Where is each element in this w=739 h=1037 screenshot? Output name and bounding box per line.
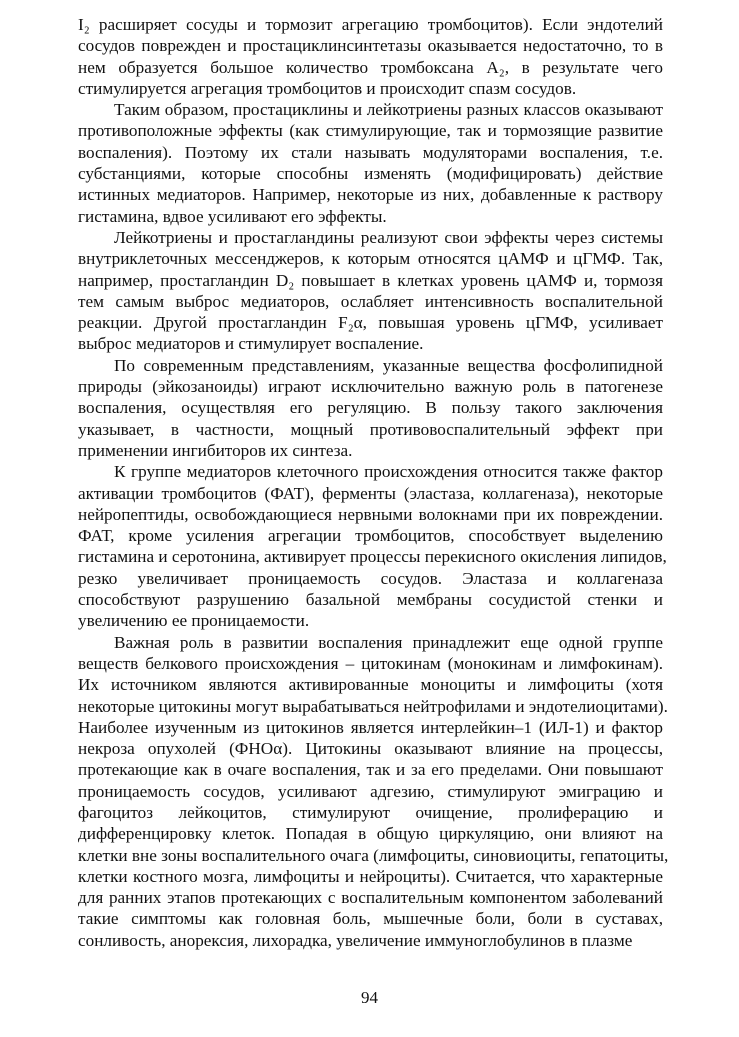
text-line: Их источником являются активированные моноциты и лимфоциты (хотя xyxy=(78,675,663,695)
text-line: противоположные эффекты (как стимулирующие, так и тормозящие развитие xyxy=(78,121,663,141)
text-line: некоторые цитокины могут вырабатываться нейтрофилами и эндотелиоцитами). xyxy=(78,696,668,716)
text-line: нейропептиды, освобождающиеся нервными волокнами при их повреждении. xyxy=(78,504,663,524)
text-line: субстанциями, которые способны изменять (модифицировать) действие xyxy=(78,164,663,184)
text-line: нем образуется большое количество тромбоксана A₂, в результате чего xyxy=(78,57,663,77)
text-line: клетки вне зоны воспалительного очага (лимфоциты, синовиоциты, гепатоциты, xyxy=(78,845,669,865)
paragraph xyxy=(78,227,663,355)
text-line: способствуют разрушению базальной мембраны сосудистой стенки и xyxy=(78,590,663,610)
text-line: гистамина, вдвое усиливают его эффекты. xyxy=(78,206,387,226)
text-line: Важная роль в развитии воспаления принадлежит еще одной группе xyxy=(114,632,663,652)
text-line: воспаления). Поэтому их стали называть модуляторами воспаления, т.е. xyxy=(78,142,663,162)
text-line: веществ белкового происхождения – цитокинам (монокинам и лимфокинам). xyxy=(78,653,663,673)
text-line: Наиболее изученным из цитокинов является интерлейкин–1 (ИЛ-1) и фактор xyxy=(78,717,663,737)
paragraph xyxy=(78,99,663,227)
text-line: реакции. Другой простагландин F₂α, повышая уровень цГМФ, усиливает xyxy=(78,313,663,333)
text-line: некроза опухолей (ФНОα). Цитокины оказывают влияние на процессы, xyxy=(78,739,663,759)
text-line: сосудов поврежден и простациклинсинтетазы оказывается недостаточно, то в xyxy=(78,36,663,56)
text-line: применении ингибиторов их синтеза. xyxy=(78,440,353,460)
text-line: ФАТ, кроме усиления агрегации тромбоцитов, способствует выделению xyxy=(78,526,663,546)
paragraph xyxy=(78,632,669,951)
text-line: фагоцитоз лейкоцитов, стимулируют очищение, пролиферацию и xyxy=(78,802,663,822)
page-number: 94 xyxy=(361,988,378,1007)
text-line: внутриклеточных мессенджеров, к которым относятся цАМФ и цГМФ. Так, xyxy=(78,249,663,269)
text-line: дифференцировку клеток. Попадая в общую циркуляцию, они влияют на xyxy=(78,824,663,844)
text-line: например, простагландин D₂ повышает в клетках уровень цАМФ и, тормозя xyxy=(78,270,663,290)
text-line: природы (эйкозаноиды) играют исключительно важную роль в патогенезе xyxy=(78,377,663,397)
text-line: проницаемость сосудов, усиливают адгезию, стимулируют эмиграцию и xyxy=(78,781,663,801)
text-line: воспаления, осуществляя его регуляцию. В пользу такого заключения xyxy=(78,398,663,418)
text-line: протекающие как в очаге воспаления, так и за его пределами. Они повышают xyxy=(78,760,663,780)
text-line: указывает, в частности, мощный противовоспалительный эффект при xyxy=(78,419,663,439)
text-line: выброс медиаторов и стимулирует воспаление. xyxy=(78,334,424,354)
paragraph xyxy=(78,14,663,99)
text-line: гистамина и серотонина, активирует процессы перекисного окисления липидов, xyxy=(78,547,667,567)
text-line: Таким образом, простациклины и лейкотриены разных классов оказывают xyxy=(114,100,663,120)
text-line: такие симптомы как головная боль, мышечные боли, боли в суставах, xyxy=(78,909,663,929)
text-line: сонливость, анорексия, лихорадка, увеличение иммуноглобулинов в плазме xyxy=(78,930,633,950)
text-line: клетки костного мозга, лимфоциты и нейроциты). Считается, что характерные xyxy=(78,866,663,886)
text-line: увеличению ее проницаемости. xyxy=(78,611,310,631)
text-line: тем самым выброс медиаторов, ослабляет интенсивность воспалительной xyxy=(78,291,663,311)
text-line: резко увеличивает проницаемость сосудов. Эластаза и коллагеназа xyxy=(78,568,663,588)
text-line: Лейкотриены и простагландины реализуют свои эффекты через системы xyxy=(114,227,663,247)
paragraph xyxy=(78,355,663,461)
text-line: По современным представлениям, указанные вещества фосфолипидной xyxy=(114,355,663,375)
paragraph xyxy=(78,461,667,631)
text-line: для ранних этапов протекающих с воспалительным компонентом заболеваний xyxy=(78,888,663,908)
page-body xyxy=(78,14,669,951)
text-line: I₂ расширяет сосуды и тормозит агрегацию тромбоцитов). Если эндотелий xyxy=(78,15,663,34)
text-line: активации тромбоцитов (ФАТ), ферменты (эластаза, коллагеназа), некоторые xyxy=(78,483,663,503)
text-line: стимулируется агрегация тромбоцитов и происходит спазм сосудов. xyxy=(78,78,577,98)
text-line: К группе медиаторов клеточного происхождения относится также фактор xyxy=(114,462,663,482)
text-line: истинных медиаторов. Например, некоторые из них, добавленные к раствору xyxy=(78,185,663,205)
